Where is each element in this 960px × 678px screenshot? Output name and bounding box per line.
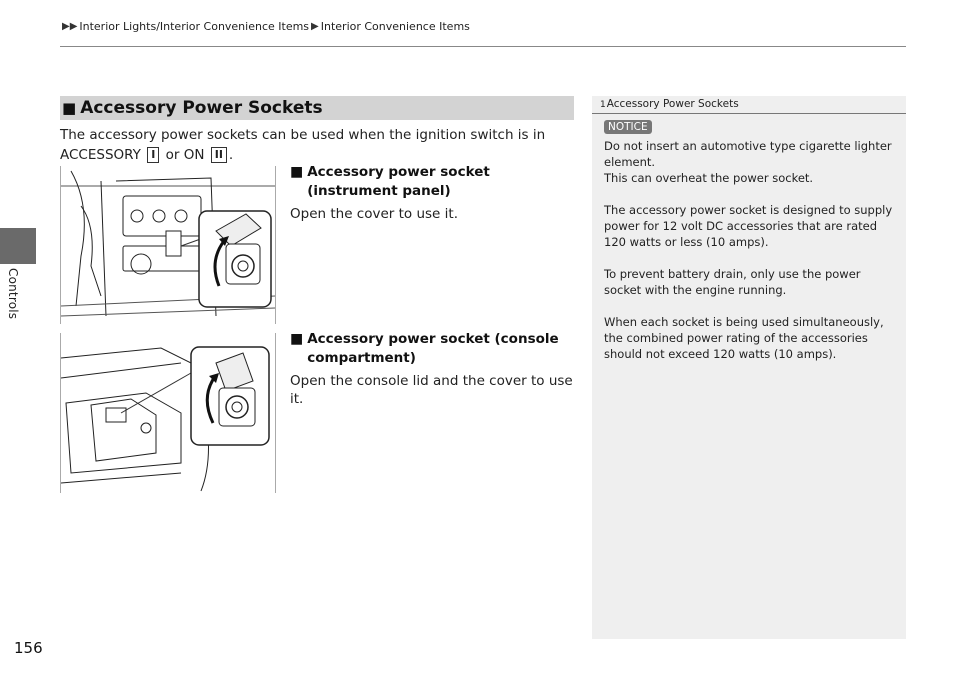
ignition-key-on: II [211, 147, 227, 163]
square-bullet-icon: ■ [290, 164, 304, 180]
notice-badge: NOTICE [604, 120, 652, 134]
sidebar-paragraph-1: The accessory power socket is designed to supply power for 12 volt DC accessories that are rated 120 watts or less (10 amps). [604, 203, 893, 249]
notice-text: Do not insert an automotive type cigarette lighter element. [604, 139, 892, 169]
subsection-title: Accessory power socket (instrument panel) [307, 164, 490, 199]
reference-mark: 1 [600, 100, 606, 110]
subsection-title: Accessory power socket (console compartment) [307, 331, 559, 366]
breadcrumb-arrow-icon: ▶▶ [62, 21, 78, 32]
square-bullet-icon: ■ [290, 331, 304, 347]
subsection-console-compartment [290, 330, 580, 408]
intro-text-end: . [228, 147, 234, 163]
breadcrumb-arrow-icon: ▶ [311, 21, 319, 32]
subsection-instrument-panel [290, 163, 580, 223]
ignition-key-accessory: I [147, 147, 159, 163]
section-title: Accessory Power Sockets [80, 98, 323, 118]
side-tab-marker [0, 228, 36, 264]
square-bullet-icon: ■ [62, 99, 77, 117]
header-divider [60, 46, 906, 47]
notice-text-2: This can overheat the power socket. [604, 171, 814, 185]
sidebar-paragraph-2: To prevent battery drain, only use the power socket with the engine running. [604, 267, 861, 297]
sidebar-paragraph-3: When each socket is being used simultaneously, the combined power rating of the accessories should not exceed 120 watts (10 amps). [604, 315, 884, 361]
page-number: 156 [14, 639, 43, 657]
breadcrumb-current[interactable]: Interior Convenience Items [320, 20, 470, 33]
instrument-panel-socket-illustration [60, 166, 276, 324]
console-compartment-socket-illustration [60, 333, 276, 493]
sidebar-title-text: Accessory Power Sockets [606, 98, 739, 110]
breadcrumb [60, 20, 470, 33]
sidebar-body [604, 138, 900, 378]
section-intro [60, 125, 578, 165]
subsection-text: Open the cover to use it. [290, 206, 458, 222]
sidebar-title [600, 98, 739, 110]
intro-text: The accessory power sockets can be used when the ignition switch is in ACCESSORY [60, 127, 546, 163]
sidebar-notes [592, 96, 906, 639]
subsection-text: Open the console lid and the cover to use it. [290, 373, 573, 407]
sidebar-divider [592, 113, 906, 114]
intro-text-mid: or ON [165, 147, 205, 163]
section-header [60, 96, 574, 120]
side-tab-label: Controls [6, 268, 20, 320]
breadcrumb-parent[interactable]: Interior Lights/Interior Convenience Items [79, 20, 310, 33]
